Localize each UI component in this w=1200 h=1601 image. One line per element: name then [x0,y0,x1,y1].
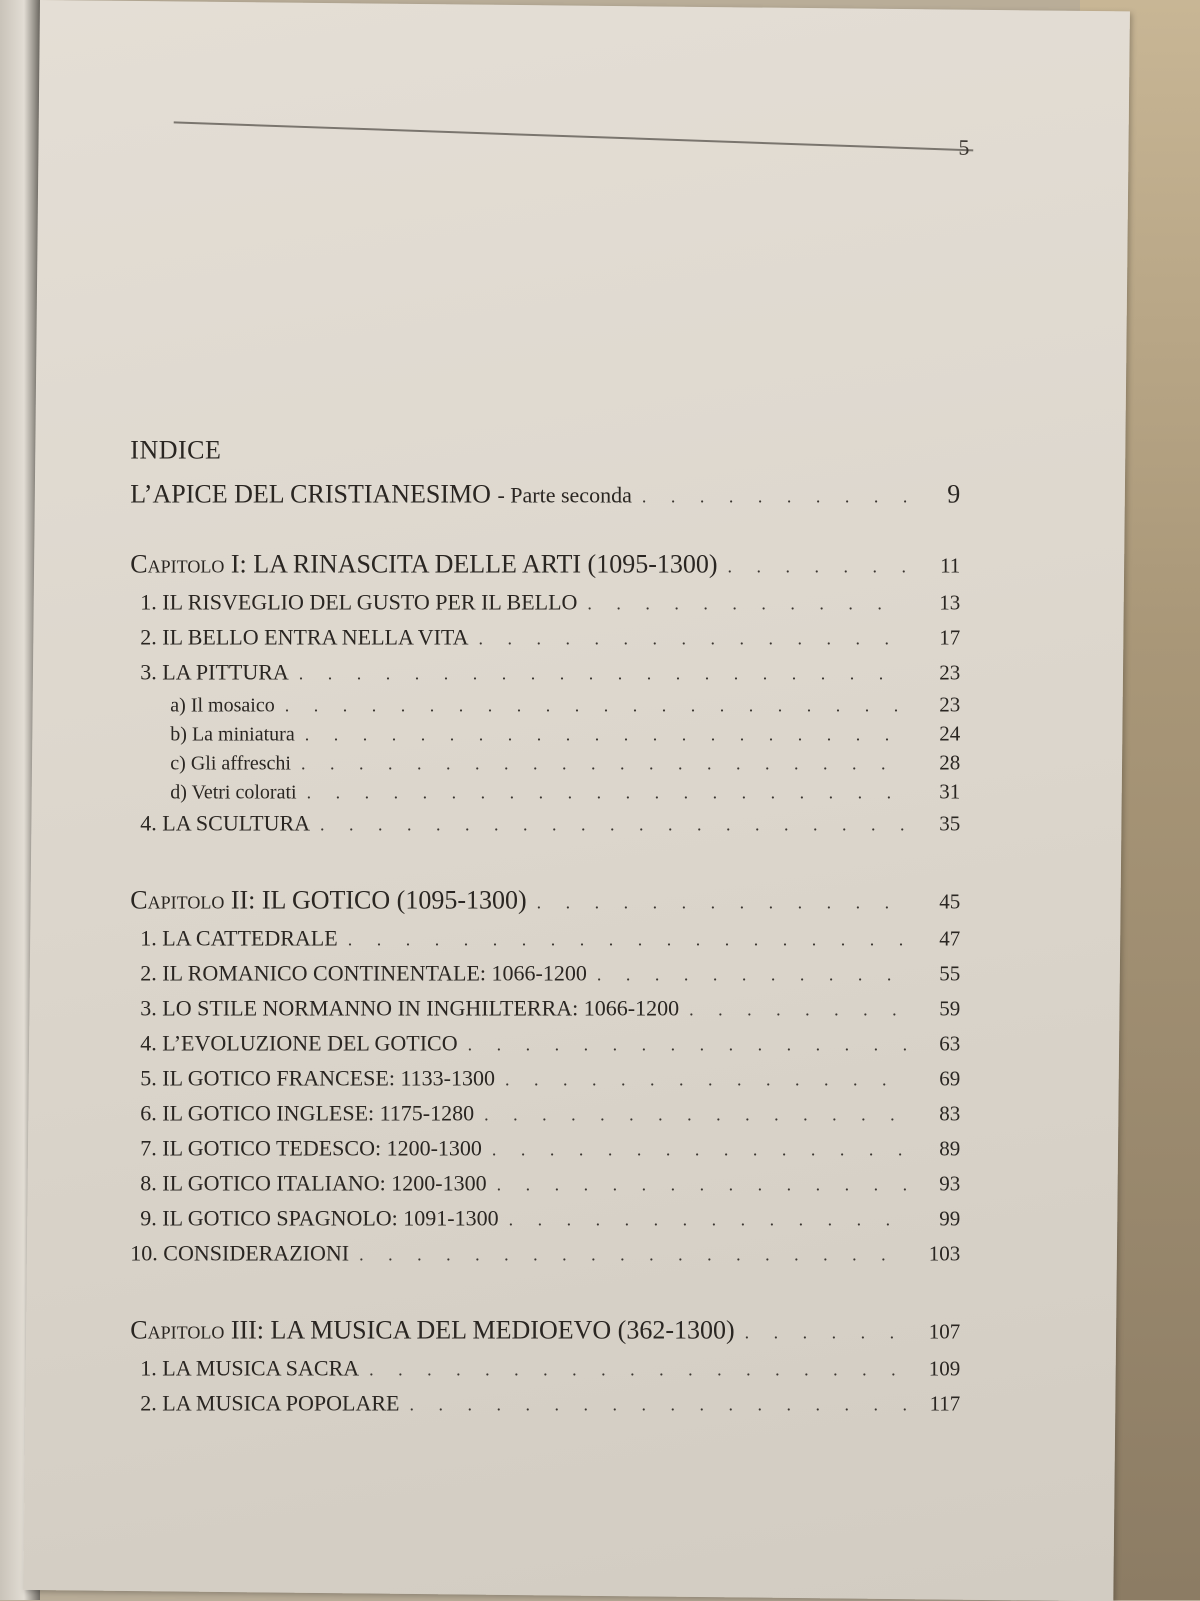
toc-section-row [130,806,960,841]
page-ref: 47 [939,926,961,951]
page-ref: 107 [928,1319,961,1344]
page-ref: 83 [939,1101,961,1126]
page-ref: 59 [939,996,961,1021]
toc-chapter-row [130,885,960,915]
page-ref: 24 [939,721,961,746]
toc-section-row [130,1166,960,1201]
chapter-prefix: Capitolo II: [130,885,256,915]
page-ref: 31 [939,779,961,804]
page-ref: 23 [939,660,961,685]
dot-leader [492,1132,906,1166]
section-label: 5. IL GOTICO FRANCESE: 1133-1300 [140,1065,495,1091]
section-label: 6. IL GOTICO INGLESE: 1175-1280 [140,1100,475,1126]
toc-section-row [130,991,960,1026]
toc-section-row [130,655,960,690]
toc-section-row [130,1026,960,1061]
dot-leader [348,922,907,956]
page-ref: 9 [947,479,961,509]
toc-subsection-row [130,777,960,806]
toc-section-row [130,1236,960,1271]
toc-chapter-row [130,549,960,579]
page-ref: 11 [940,553,961,578]
chapter-title: LA MUSICA DEL MEDIOEVO (362-1300) [270,1315,735,1345]
page-ref: 13 [939,590,961,615]
dot-leader [587,586,906,620]
section-label: 8. IL GOTICO ITALIANO: 1200-1300 [140,1170,487,1196]
section-label: 3. LO STILE NORMANNO IN INGHILTERRA: 1066-1200 [140,995,680,1021]
section-label: 4. L’EVOLUZIONE DEL GOTICO [140,1030,458,1056]
page-ref: 117 [929,1391,961,1416]
dot-leader [468,1027,907,1061]
toc-section-row [130,921,960,956]
toc-subsection-row [130,690,960,719]
chapter-title: LA RINASCITA DELLE ARTI (1095-1300) [253,549,718,579]
toc-section-row [130,956,960,991]
subsection-label: b) La miniatura [170,723,295,746]
dot-leader [505,1062,906,1096]
toc-section-row [130,1201,960,1236]
section-label: 2. IL ROMANICO CONTINENTALE: 1066-1200 [140,960,587,986]
page-ref: 109 [928,1356,961,1381]
dot-leader [537,892,907,913]
page-ref: 55 [939,961,961,986]
toc-section-row [130,1351,960,1386]
subsection-label: d) Vetri colorati [170,781,297,804]
section-label: 2. IL BELLO ENTRA NELLA VITA [140,624,469,650]
page-ref: 93 [939,1171,961,1196]
page-ref: 99 [939,1206,961,1231]
dot-leader [479,621,907,655]
dot-leader [369,1352,906,1386]
toc-section-row [130,1061,960,1096]
dot-leader [409,1387,906,1421]
dot-leader [597,957,906,991]
page-ref: 17 [939,625,961,650]
section-label: 3. LA PITTURA [140,659,289,685]
page-ref: 23 [939,692,961,717]
section-label: 9. IL GOTICO SPAGNOLO: 1091-1300 [140,1205,499,1231]
toc-chapter-row [130,1315,960,1345]
book-page [23,0,1130,1601]
page-ref: 89 [939,1136,961,1161]
dot-leader [497,1167,907,1201]
toc-section-row [130,1386,960,1421]
subsection-label: a) Il mosaico [170,694,275,717]
toc-section-row [130,1131,960,1166]
section-label: 10. CONSIDERAZIONI [130,1240,350,1266]
page-ref: 63 [939,1031,961,1056]
toc-subsection-row [130,748,960,777]
section-label: 2. LA MUSICA POPOLARE [140,1390,400,1416]
part-title: L’APICE DEL CRISTIANESIMO [130,479,491,509]
dot-leader [509,1202,907,1236]
section-label: 4. LA SCULTURA [140,810,311,836]
page-ref: 45 [939,889,961,914]
dot-leader [299,656,907,690]
chapter-prefix: Capitolo III: [130,1315,265,1345]
section-label: 1. IL RISVEGLIO DEL GUSTO PER IL BELLO [140,589,578,615]
toc-subsection-row [130,719,960,748]
dot-leader [745,1322,907,1343]
header-rule [174,121,974,151]
dot-leader [301,749,906,777]
section-label: 1. LA CATTEDRALE [140,925,338,951]
dot-leader [728,556,907,577]
toc-section-row [130,585,960,620]
dot-leader [285,691,907,719]
subsection-label: c) Gli affreschi [170,752,291,775]
page-ref: 28 [939,750,961,775]
part-subtitle: - Parte seconda [497,482,632,508]
toc-part-row [130,479,960,509]
dot-leader [307,778,907,806]
toc-section-row [130,620,960,655]
dot-leader [320,807,906,841]
toc-section-row [130,1096,960,1131]
page-ref: 103 [928,1241,961,1266]
dot-leader [305,720,907,748]
chapter-title: IL GOTICO (1095-1300) [261,885,527,915]
page-number: 5 [958,134,970,160]
chapter-prefix: Capitolo I: [130,549,247,579]
section-label: 1. LA MUSICA SACRA [140,1355,360,1381]
section-label: 7. IL GOTICO TEDESCO: 1200-1300 [140,1135,482,1161]
toc-title: INDICE [130,435,222,465]
page-ref: 35 [939,811,961,836]
dot-leader [642,486,906,507]
table-of-contents [130,435,960,1421]
dot-leader [359,1237,906,1271]
dot-leader [484,1097,906,1131]
page-ref: 69 [939,1066,961,1091]
dot-leader [689,992,906,1026]
